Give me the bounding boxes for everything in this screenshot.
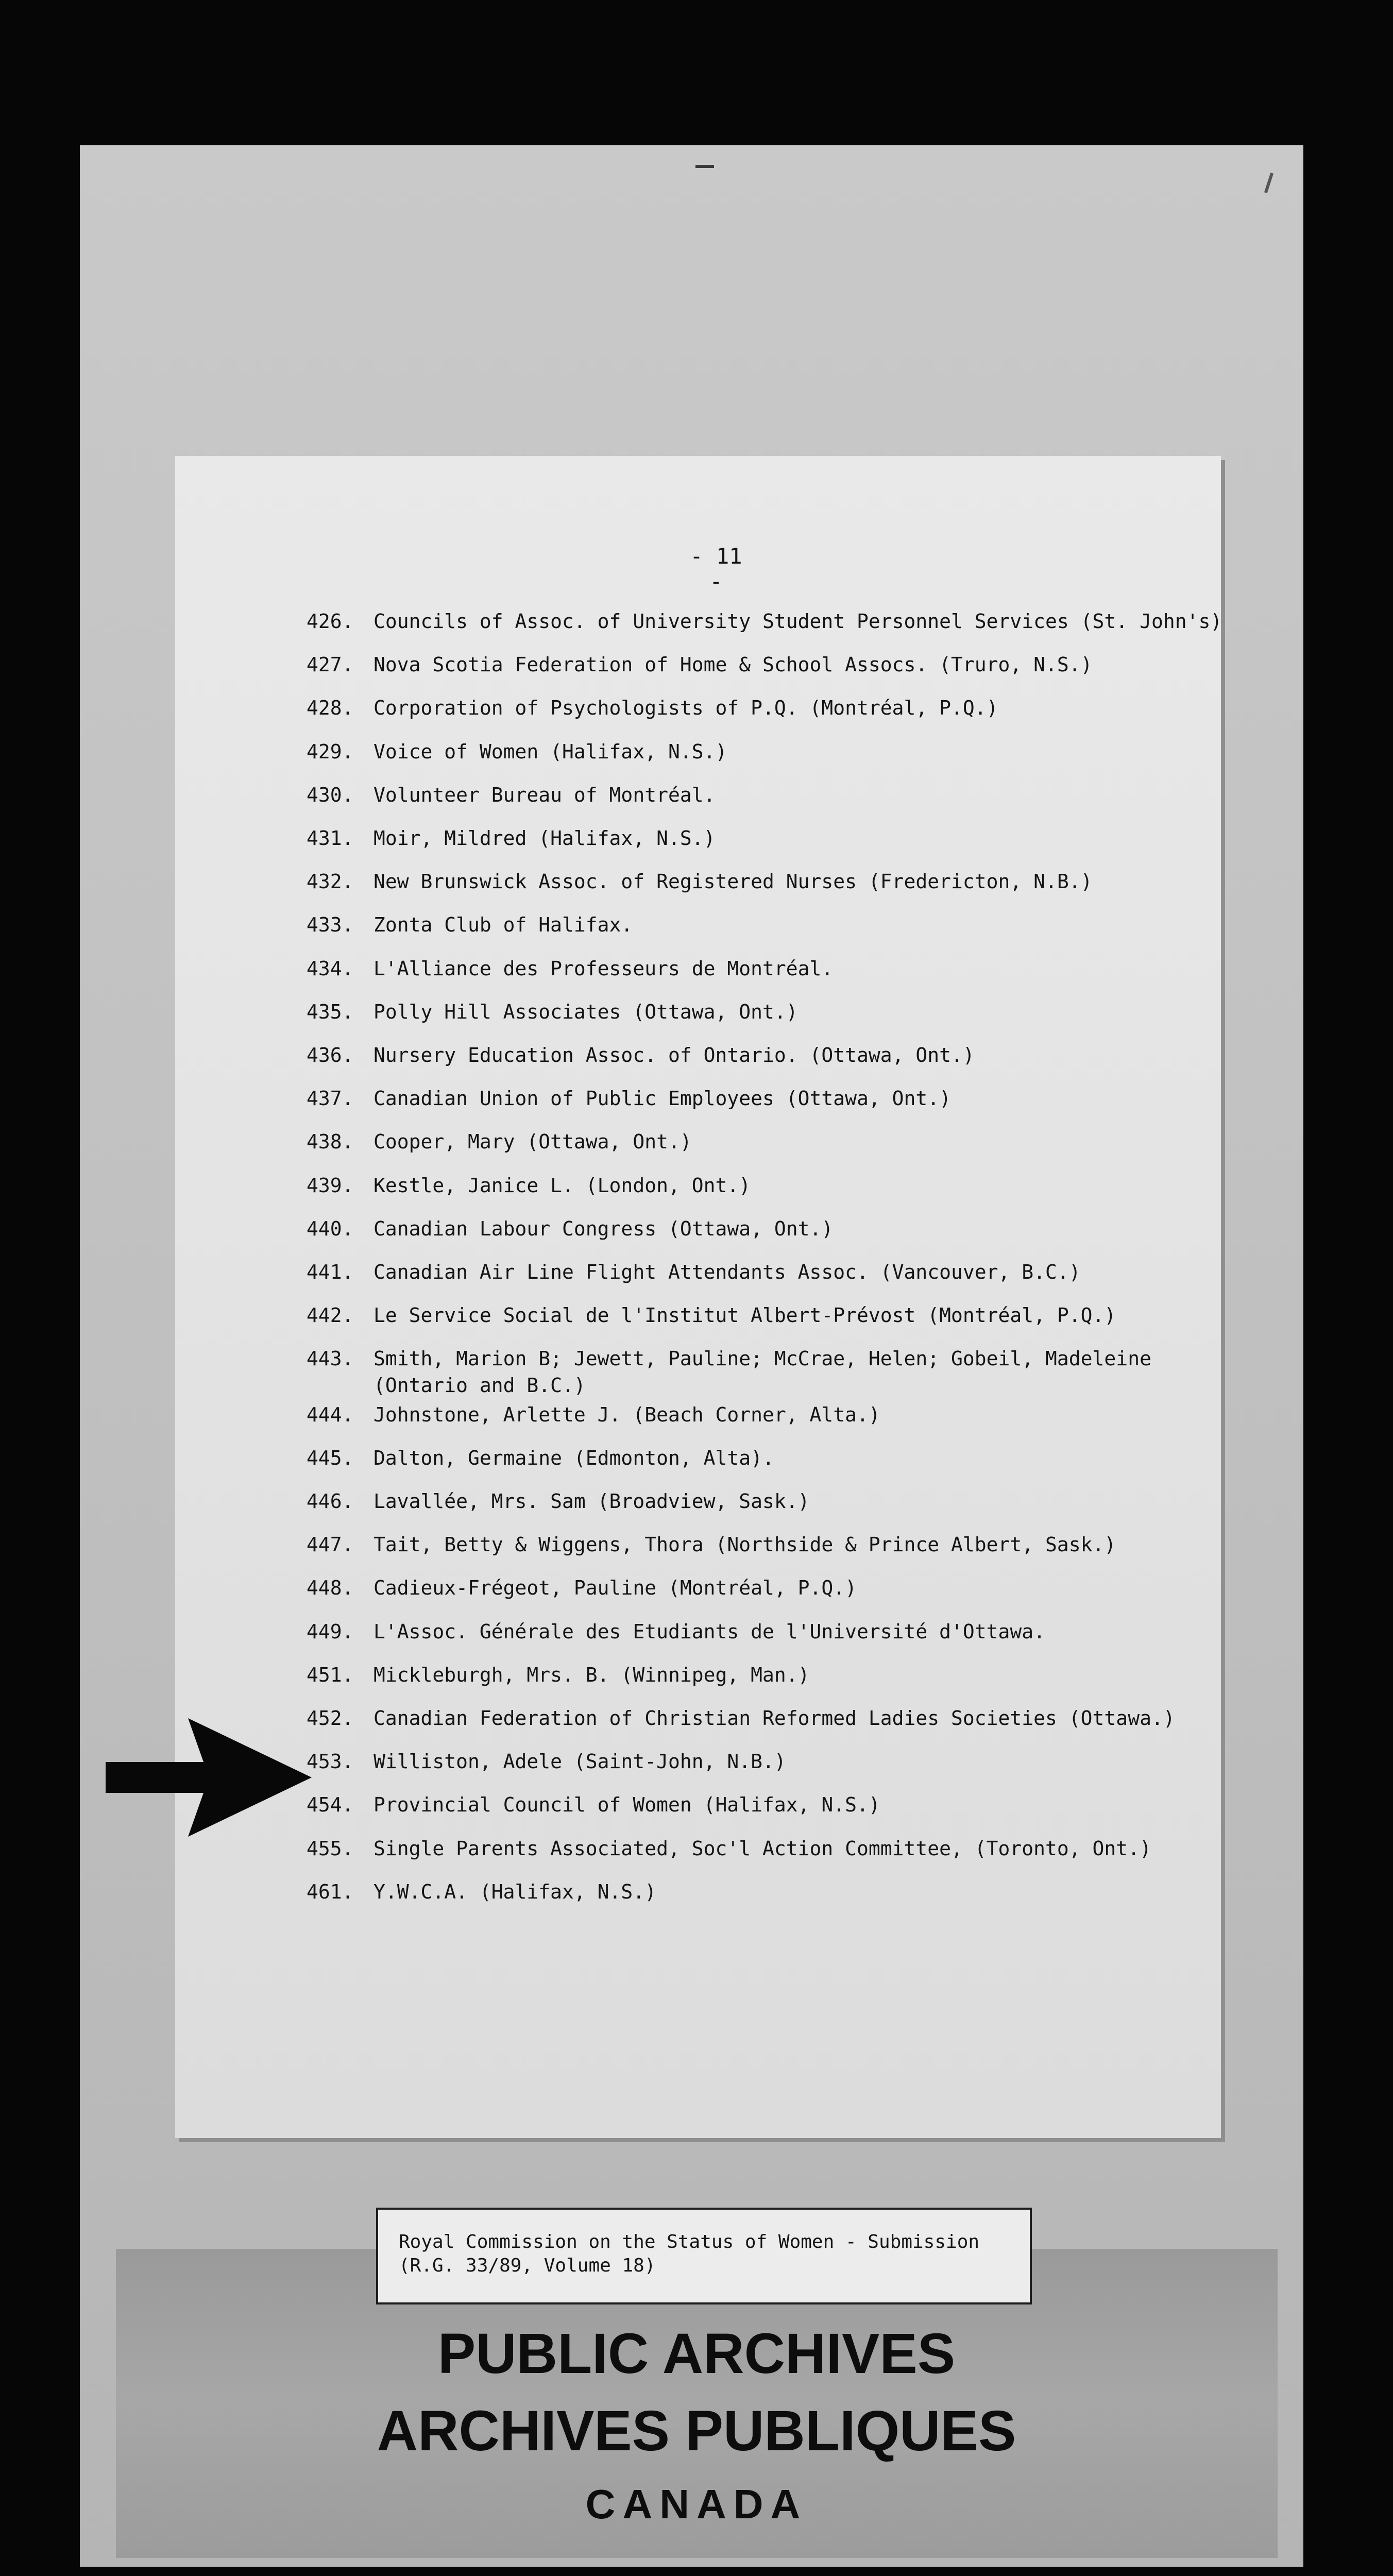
entry-number: 429. bbox=[307, 740, 354, 763]
entry-number: 461. bbox=[307, 1880, 354, 1903]
stamp-line-public-archives: PUBLIC ARCHIVES bbox=[437, 2322, 956, 2385]
entry-number: 449. bbox=[307, 1620, 354, 1643]
entry-text bbox=[373, 1401, 880, 1428]
entry-number: 444. bbox=[307, 1403, 354, 1426]
stamp-line-archives-publiques: ARCHIVES PUBLIQUES bbox=[377, 2399, 1016, 2463]
entry-number: 447. bbox=[307, 1533, 354, 1556]
entry-text bbox=[373, 868, 1093, 895]
entry-text bbox=[373, 1835, 1151, 1862]
entry-text bbox=[373, 1791, 880, 1818]
entry-number: 433. bbox=[307, 913, 354, 937]
entry-line: Dalton, Germaine (Edmonton, Alta). bbox=[373, 1446, 774, 1469]
entry-line: Canadian Air Line Flight Attendants Assoc. (Vancouver, B.C.) bbox=[373, 1261, 1081, 1283]
list-item bbox=[307, 1042, 1182, 1069]
list-item bbox=[307, 1488, 1182, 1515]
list-item bbox=[307, 1531, 1182, 1558]
entry-text bbox=[373, 738, 727, 765]
entry-line: Nursery Education Assoc. of Ontario. (Ottawa, Ont.) bbox=[373, 1044, 975, 1066]
entry-text bbox=[373, 1445, 774, 1471]
list-item bbox=[307, 1574, 1182, 1601]
entry-line: New Brunswick Assoc. of Registered Nurses (Fredericton, N.B.) bbox=[373, 870, 1093, 893]
list-item bbox=[307, 1401, 1182, 1428]
entry-text bbox=[373, 825, 715, 852]
entry-line: Canadian Federation of Christian Reformed Ladies Societies (Ottawa.) bbox=[373, 1707, 1175, 1730]
entry-text bbox=[373, 608, 1222, 635]
entry-number: 452. bbox=[307, 1707, 354, 1730]
entry-text bbox=[373, 1488, 809, 1515]
entry-line: Le Service Social de l'Institut Albert-Prévost (Montréal, P.Q.) bbox=[373, 1304, 1116, 1327]
entry-number: 442. bbox=[307, 1304, 354, 1327]
entry-line: Cooper, Mary (Ottawa, Ont.) bbox=[373, 1130, 692, 1154]
entry-line: Zonta Club of Halifax. bbox=[373, 913, 633, 937]
list-item bbox=[307, 1345, 1182, 1399]
page-number: - 11 - bbox=[690, 544, 742, 594]
entry-line: Mickleburgh, Mrs. B. (Winnipeg, Man.) bbox=[373, 1663, 810, 1686]
entry-number: 436. bbox=[307, 1044, 354, 1066]
entry-number: 455. bbox=[307, 1837, 354, 1860]
entry-number: 432. bbox=[307, 870, 354, 893]
entry-line: L'Assoc. Générale des Etudiants de l'Université d'Ottawa. bbox=[373, 1620, 1046, 1643]
entry-line: Canadian Union of Public Employees (Ottawa, Ont.) bbox=[373, 1087, 952, 1110]
top-mark bbox=[695, 165, 714, 168]
entry-line: Canadian Labour Congress (Ottawa, Ont.) bbox=[373, 1217, 834, 1240]
list-item bbox=[307, 1662, 1182, 1688]
list-item bbox=[307, 998, 1182, 1025]
entry-line: Y.W.C.A. (Halifax, N.S.) bbox=[373, 1880, 657, 1903]
entry-number: 439. bbox=[307, 1174, 354, 1197]
entry-text bbox=[373, 955, 833, 982]
entry-line: Moir, Mildred (Halifax, N.S.) bbox=[373, 827, 716, 850]
entry-number: 443. bbox=[307, 1347, 354, 1370]
entry-line: Volunteer Bureau of Montréal. bbox=[373, 783, 716, 806]
list-item bbox=[307, 1128, 1182, 1155]
label-title: Royal Commission on the Status of Women - Submission bbox=[399, 2231, 980, 2252]
entry-line: Corporation of Psychologists of P.Q. (Montréal, P.Q.) bbox=[373, 697, 998, 720]
pointer-arrow-icon bbox=[106, 1718, 312, 1837]
entry-number: 454. bbox=[307, 1793, 354, 1817]
list-item bbox=[307, 955, 1182, 982]
entry-number: 427. bbox=[307, 653, 354, 676]
entry-text bbox=[373, 911, 633, 938]
entry-number: 438. bbox=[307, 1130, 354, 1154]
entry-number: 431. bbox=[307, 827, 354, 850]
list-item bbox=[307, 1172, 1182, 1199]
list-item bbox=[307, 1085, 1182, 1112]
entry-line: Smith, Marion B; Jewett, Pauline; McCrae, Helen; Gobeil, Madeleine bbox=[373, 1347, 1151, 1370]
entry-number: 437. bbox=[307, 1087, 354, 1110]
entry-line: (Ontario and B.C.) bbox=[373, 1374, 586, 1397]
label-reference: (R.G. 33/89, Volume 18) bbox=[399, 2255, 656, 2276]
entry-number: 446. bbox=[307, 1490, 354, 1513]
entry-number: 453. bbox=[307, 1750, 354, 1773]
entry-text bbox=[373, 651, 1093, 678]
entry-line: L'Alliance des Professeurs de Montréal. bbox=[373, 957, 834, 980]
stamp-line-canada: CANADA bbox=[585, 2481, 808, 2527]
entry-number: 428. bbox=[307, 697, 354, 720]
list-item bbox=[307, 1878, 1182, 1905]
entry-text bbox=[373, 1302, 1116, 1329]
list-item bbox=[307, 1835, 1182, 1862]
list-item bbox=[307, 694, 1182, 721]
entry-text bbox=[373, 1215, 833, 1242]
entry-line: Kestle, Janice L. (London, Ont.) bbox=[373, 1174, 751, 1197]
entry-number: 441. bbox=[307, 1261, 354, 1283]
entry-text bbox=[373, 1531, 1116, 1558]
list-item bbox=[307, 651, 1182, 678]
entry-text bbox=[373, 1042, 975, 1069]
entry-text bbox=[373, 1128, 692, 1155]
list-item bbox=[307, 1705, 1182, 1732]
entry-text bbox=[373, 782, 715, 808]
entry-number: 451. bbox=[307, 1663, 354, 1686]
entry-line: Councils of Assoc. of University Student Personnel Services (St. John's) bbox=[373, 610, 1222, 633]
list-item bbox=[307, 1618, 1182, 1645]
entry-text bbox=[373, 1574, 857, 1601]
entry-text bbox=[373, 1878, 656, 1905]
entry-line: Tait, Betty & Wiggens, Thora (Northside & Prince Albert, Sask.) bbox=[373, 1533, 1116, 1556]
list-item bbox=[307, 1445, 1182, 1471]
entry-text bbox=[373, 1085, 951, 1112]
entry-text bbox=[373, 1748, 786, 1775]
entry-text bbox=[373, 1705, 1175, 1732]
entry-line: Polly Hill Associates (Ottawa, Ont.) bbox=[373, 1000, 798, 1023]
entry-text bbox=[373, 1662, 809, 1688]
list-item bbox=[307, 1259, 1182, 1285]
entry-number: 426. bbox=[307, 610, 354, 633]
entry-line: Single Parents Associated, Soc'l Action Committee, (Toronto, Ont.) bbox=[373, 1837, 1151, 1860]
list-item bbox=[307, 1302, 1182, 1329]
entry-line: Provincial Council of Women (Halifax, N.S.) bbox=[373, 1793, 880, 1817]
entry-line: Nova Scotia Federation of Home & School Assocs. (Truro, N.S.) bbox=[373, 653, 1093, 676]
entry-number: 435. bbox=[307, 1000, 354, 1023]
entry-number: 434. bbox=[307, 957, 354, 980]
list-item bbox=[307, 868, 1182, 895]
list-item bbox=[307, 1215, 1182, 1242]
entry-text bbox=[373, 1259, 1081, 1285]
list-item bbox=[307, 1791, 1182, 1818]
list-item bbox=[307, 608, 1222, 635]
archive-label bbox=[376, 2208, 1032, 2304]
list-item bbox=[307, 1748, 1182, 1775]
entry-line: Voice of Women (Halifax, N.S.) bbox=[373, 740, 727, 763]
entry-text bbox=[373, 1172, 751, 1199]
entry-text bbox=[373, 1345, 1151, 1399]
list-item bbox=[307, 738, 1182, 765]
entry-text bbox=[373, 998, 798, 1025]
entry-line: Johnstone, Arlette J. (Beach Corner, Alta.) bbox=[373, 1403, 880, 1426]
entry-number: 448. bbox=[307, 1577, 354, 1600]
entry-text bbox=[373, 1618, 1045, 1645]
entry-number: 440. bbox=[307, 1217, 354, 1240]
entry-text bbox=[373, 694, 998, 721]
entry-line: Williston, Adele (Saint-John, N.B.) bbox=[373, 1750, 786, 1773]
list-item bbox=[307, 825, 1182, 852]
list-item bbox=[307, 911, 1182, 938]
list-item bbox=[307, 782, 1182, 808]
entry-number: 430. bbox=[307, 783, 354, 806]
entry-number: 445. bbox=[307, 1446, 354, 1469]
entry-line: Cadieux-Frégeot, Pauline (Montréal, P.Q.) bbox=[373, 1577, 857, 1600]
entry-line: Lavallée, Mrs. Sam (Broadview, Sask.) bbox=[373, 1490, 810, 1513]
